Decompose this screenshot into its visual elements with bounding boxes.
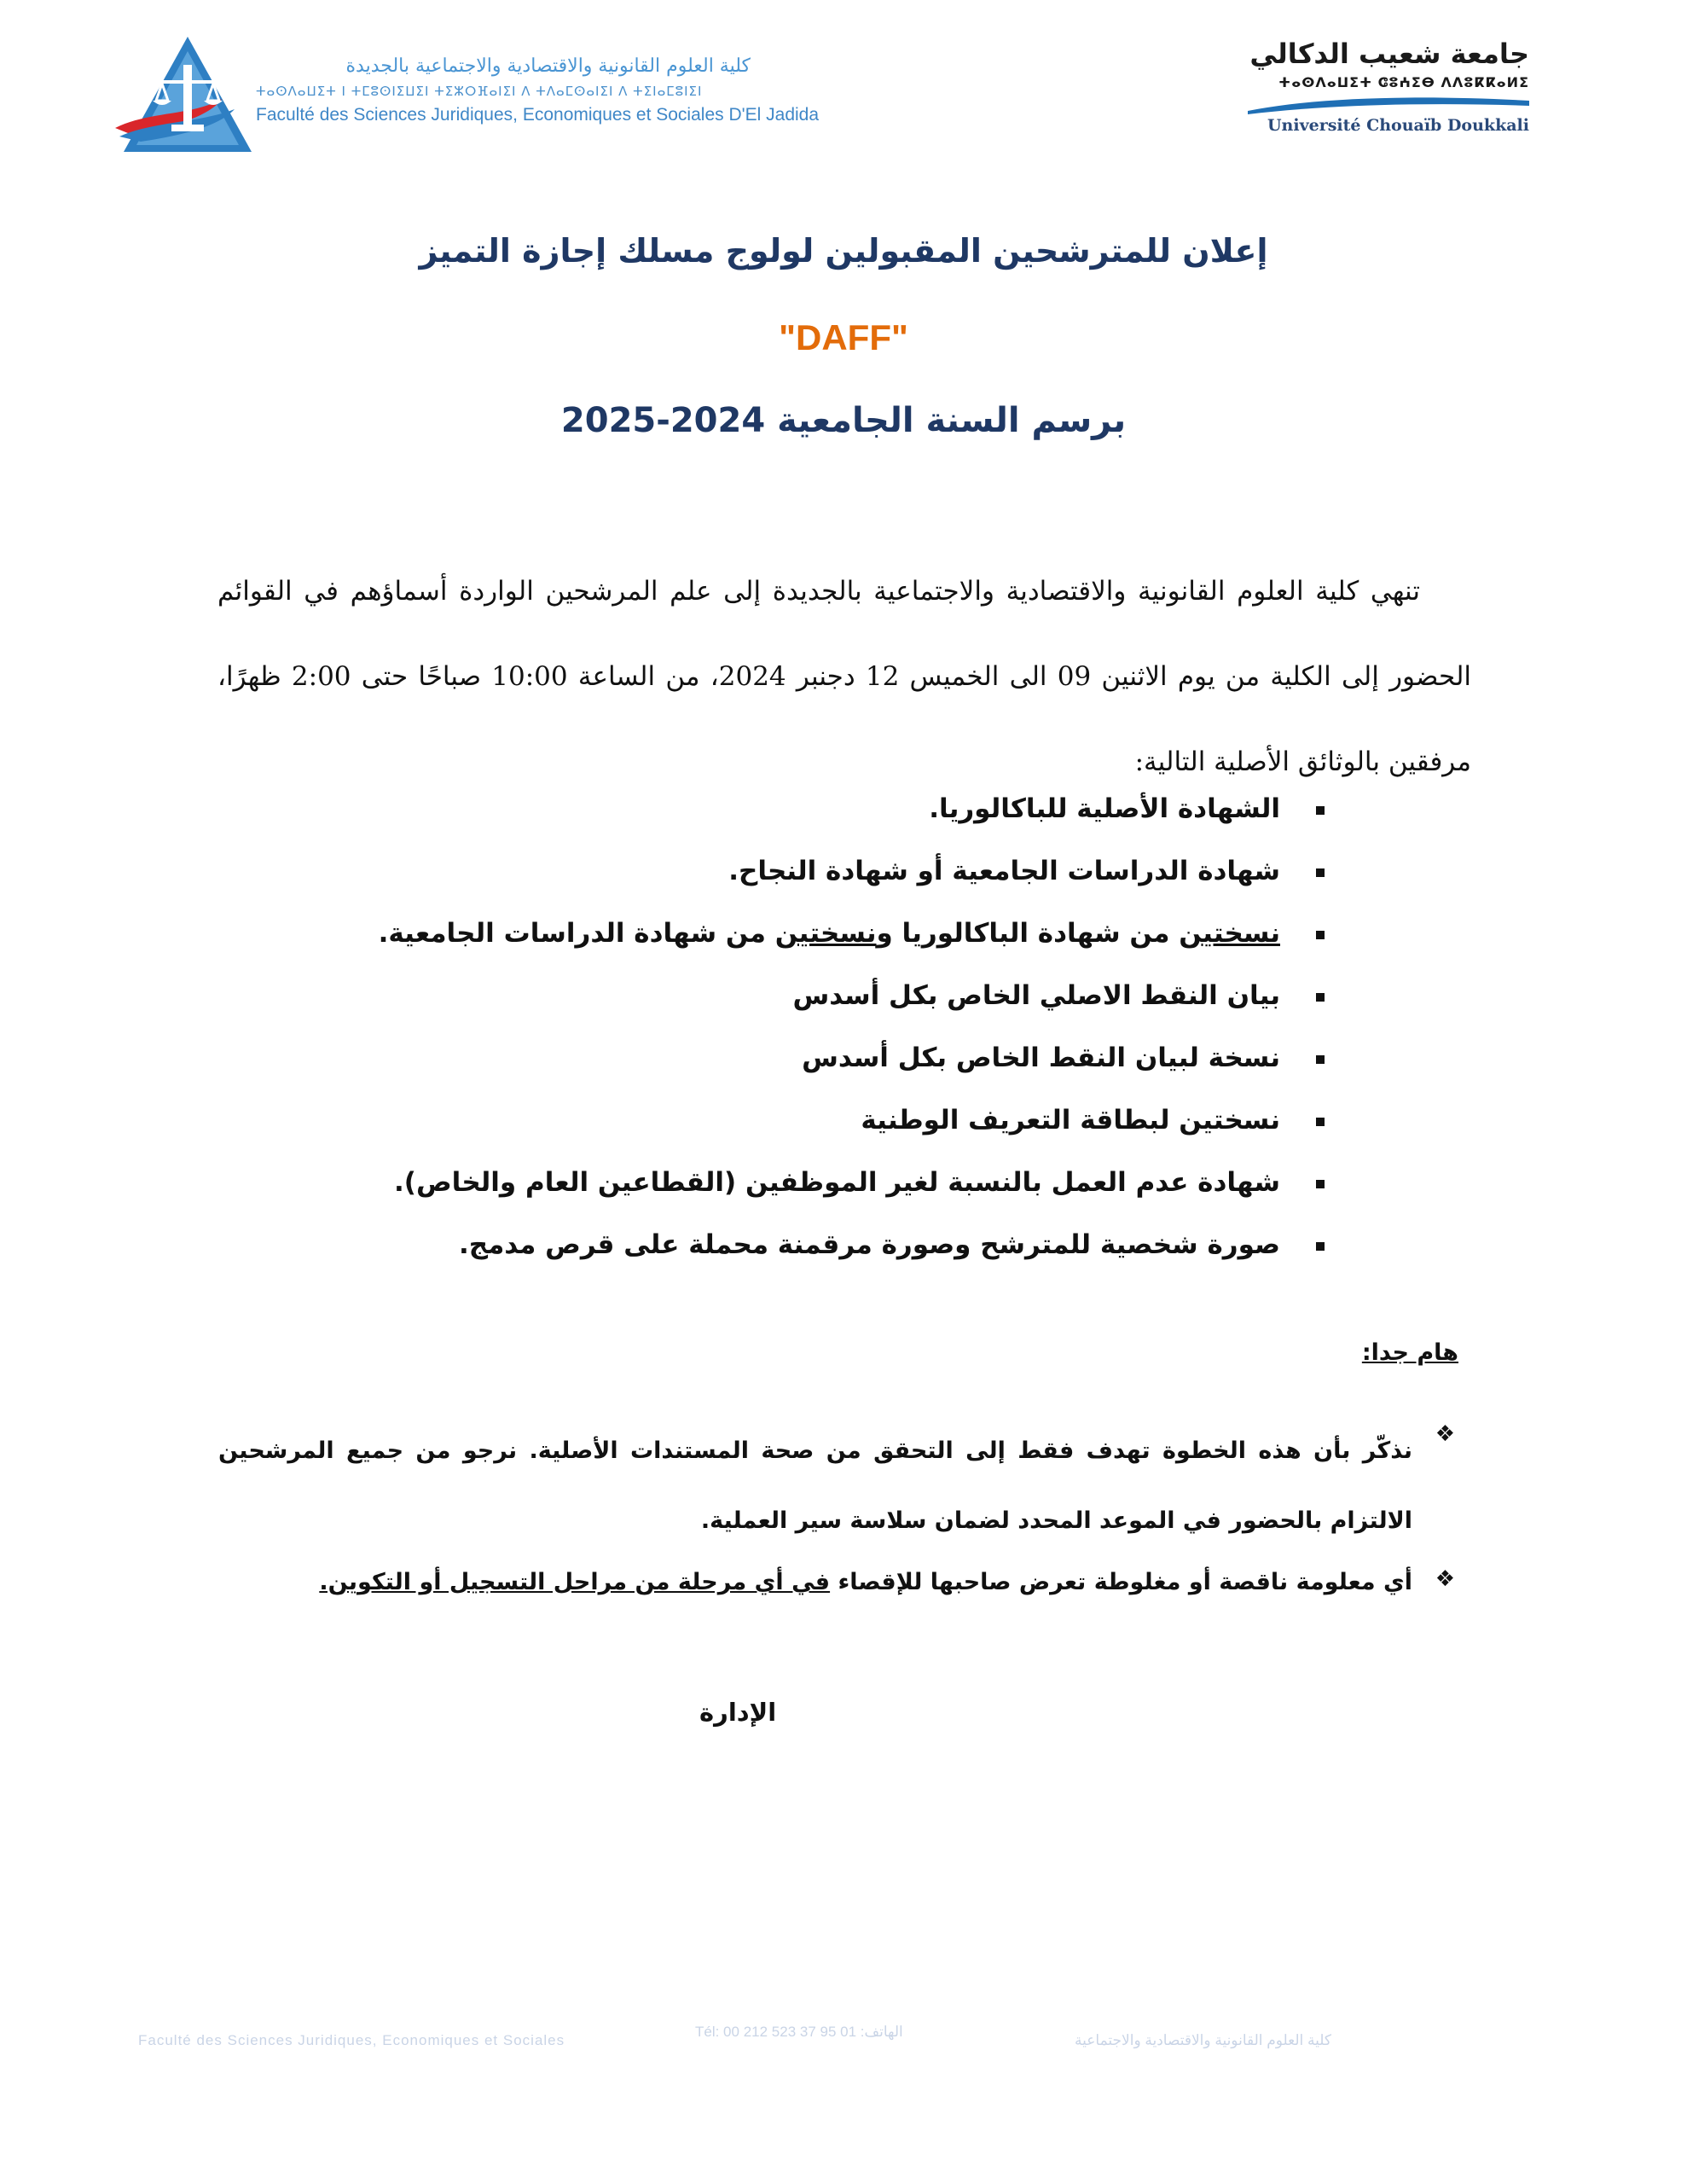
university-name-arabic: جامعة شعيب الدكالي bbox=[1249, 38, 1529, 70]
list-item bbox=[386, 965, 1325, 1027]
document-item-text: نسختين لبطاقة التعريف الوطنية bbox=[861, 1105, 1280, 1136]
document-item-text: من شهادة الدراسات الجامعية. bbox=[378, 918, 775, 949]
note-text: نذكّر بأن هذه الخطوة تهدف فقط إلى التحقق من صحة المستندات الأصلية. نرجو من جميع المرشحين الالتزام بالحضور في الموعد المحدد لضمان سلاسة سير العملية. bbox=[218, 1438, 1412, 1534]
university-name-french: Université Chouaïb Doukkali bbox=[1267, 116, 1529, 135]
university-logo-block bbox=[1239, 36, 1529, 136]
square-bullet-icon bbox=[1316, 931, 1325, 939]
list-item bbox=[386, 778, 1325, 840]
university-swoosh-icon bbox=[1248, 94, 1529, 114]
square-bullet-icon bbox=[1316, 1118, 1325, 1126]
list-item bbox=[386, 1089, 1325, 1152]
square-bullet-icon bbox=[1316, 1180, 1325, 1188]
note-text-underlined: في أي مرحلة من مراحل التسجيل أو التكوين. bbox=[319, 1569, 831, 1595]
important-note bbox=[218, 1416, 1455, 1556]
square-bullet-icon bbox=[1316, 1055, 1325, 1064]
document-item-underlined: نسختين bbox=[1179, 918, 1280, 949]
university-name-tifinagh: ⵜⴰⵙⴷⴰⵡⵉⵜ ⵛⵓⵄⵉⴱ ⴷⴷⵓⴽⴽⴰⵍⵉ bbox=[1278, 74, 1529, 90]
square-bullet-icon bbox=[1316, 993, 1325, 1002]
square-bullet-icon bbox=[1316, 1242, 1325, 1251]
footer-faculty-arabic: كلية العلوم القانونية والاقتصادية والاجتماعية bbox=[1075, 2032, 1331, 2048]
program-code-title: "DAFF" bbox=[779, 317, 908, 357]
document-item-text: الشهادة الأصلية للباكالوريا. bbox=[929, 793, 1280, 824]
faculty-logo-icon bbox=[115, 32, 260, 156]
footer-phone: Tél: 00 212 523 37 95 01 :الهاتف bbox=[695, 2024, 903, 2040]
list-item bbox=[386, 840, 1325, 903]
list-item bbox=[386, 1152, 1325, 1214]
document-item-underlined: نسختين bbox=[774, 918, 877, 949]
list-item bbox=[386, 1214, 1325, 1276]
document-item-text: نسخة لبيان النقط الخاص بكل أسدس bbox=[802, 1043, 1280, 1073]
document-item-text: بيان النقط الاصلي الخاص بكل أسدس bbox=[792, 980, 1280, 1011]
diamond-bullet-icon: ❖ bbox=[1435, 1566, 1455, 1592]
important-note bbox=[218, 1561, 1455, 1604]
page-footer bbox=[0, 2022, 1687, 2056]
announcement-title: إعلان للمترشحين المقبولين لولوج مسلك إجازة التميز bbox=[419, 232, 1268, 270]
note-text: أي معلومة ناقصة أو مغلوطة تعرض صاحبها للإقصاء bbox=[830, 1569, 1412, 1595]
document-item-text: شهادة عدم العمل بالنسبة لغير الموظفين (القطاعين العام والخاص). bbox=[394, 1167, 1280, 1198]
academic-year-title: برسم السنة الجامعية 2024-2025 bbox=[560, 401, 1127, 440]
list-item bbox=[378, 903, 1325, 965]
list-item bbox=[386, 1027, 1325, 1089]
square-bullet-icon bbox=[1316, 868, 1325, 877]
document-item-text: صورة شخصية للمترشح وصورة مرقمنة محملة على قرص مدمج. bbox=[458, 1229, 1280, 1260]
document-item-text: شهادة الدراسات الجامعية أو شهادة النجاح. bbox=[728, 856, 1280, 886]
faculty-name-block bbox=[256, 53, 820, 128]
square-bullet-icon bbox=[1316, 806, 1325, 815]
document-item-text: من شهادة الباكالوريا و bbox=[876, 918, 1180, 949]
faculty-name-french: Faculté des Sciences Juridiques, Economiques et Sociales D'El Jadida bbox=[256, 105, 820, 125]
important-notes-heading: هام جدا: bbox=[1361, 1339, 1458, 1366]
diamond-bullet-icon: ❖ bbox=[1435, 1421, 1455, 1447]
footer-faculty-french: Faculté des Sciences Juridiques, Economiques et Sociales bbox=[138, 2032, 565, 2048]
intro-paragraph: تنهي كلية العلوم القانونية والاقتصادية والاجتماعية بالجديدة إلى علم المرشحين الواردة أسماؤهم في القوائم الحضور إلى الكلية من يوم الاثنين 09 الى الخميس 12 دجنبر 2024، من الساعة 10:00 صباحًا حتى 2:00 ظهرًا، مرفقين بالوثائق الأصلية التالية: bbox=[217, 576, 1472, 777]
administration-signature: الإدارة bbox=[699, 1698, 777, 1727]
faculty-name-arabic: كلية العلوم القانونية والاقتصادية والاجتماعية بالجديدة bbox=[345, 55, 751, 77]
faculty-name-tifinagh: ⵜⴰⵙⴷⴰⵡⵉⵜ ⵏ ⵜⵎⵓⵙⵏⵉⵡⵉⵏ ⵜⵉⵣⵔⴼⴰⵏⵉⵏ ⴷ ⵜⴷⴰⵎⵙⴰⵏⵉⵏ ⴷ ⵜⵉⵏⴰⵎⵓⵏⵉⵏ bbox=[256, 84, 703, 99]
required-documents-list bbox=[378, 778, 1325, 1276]
